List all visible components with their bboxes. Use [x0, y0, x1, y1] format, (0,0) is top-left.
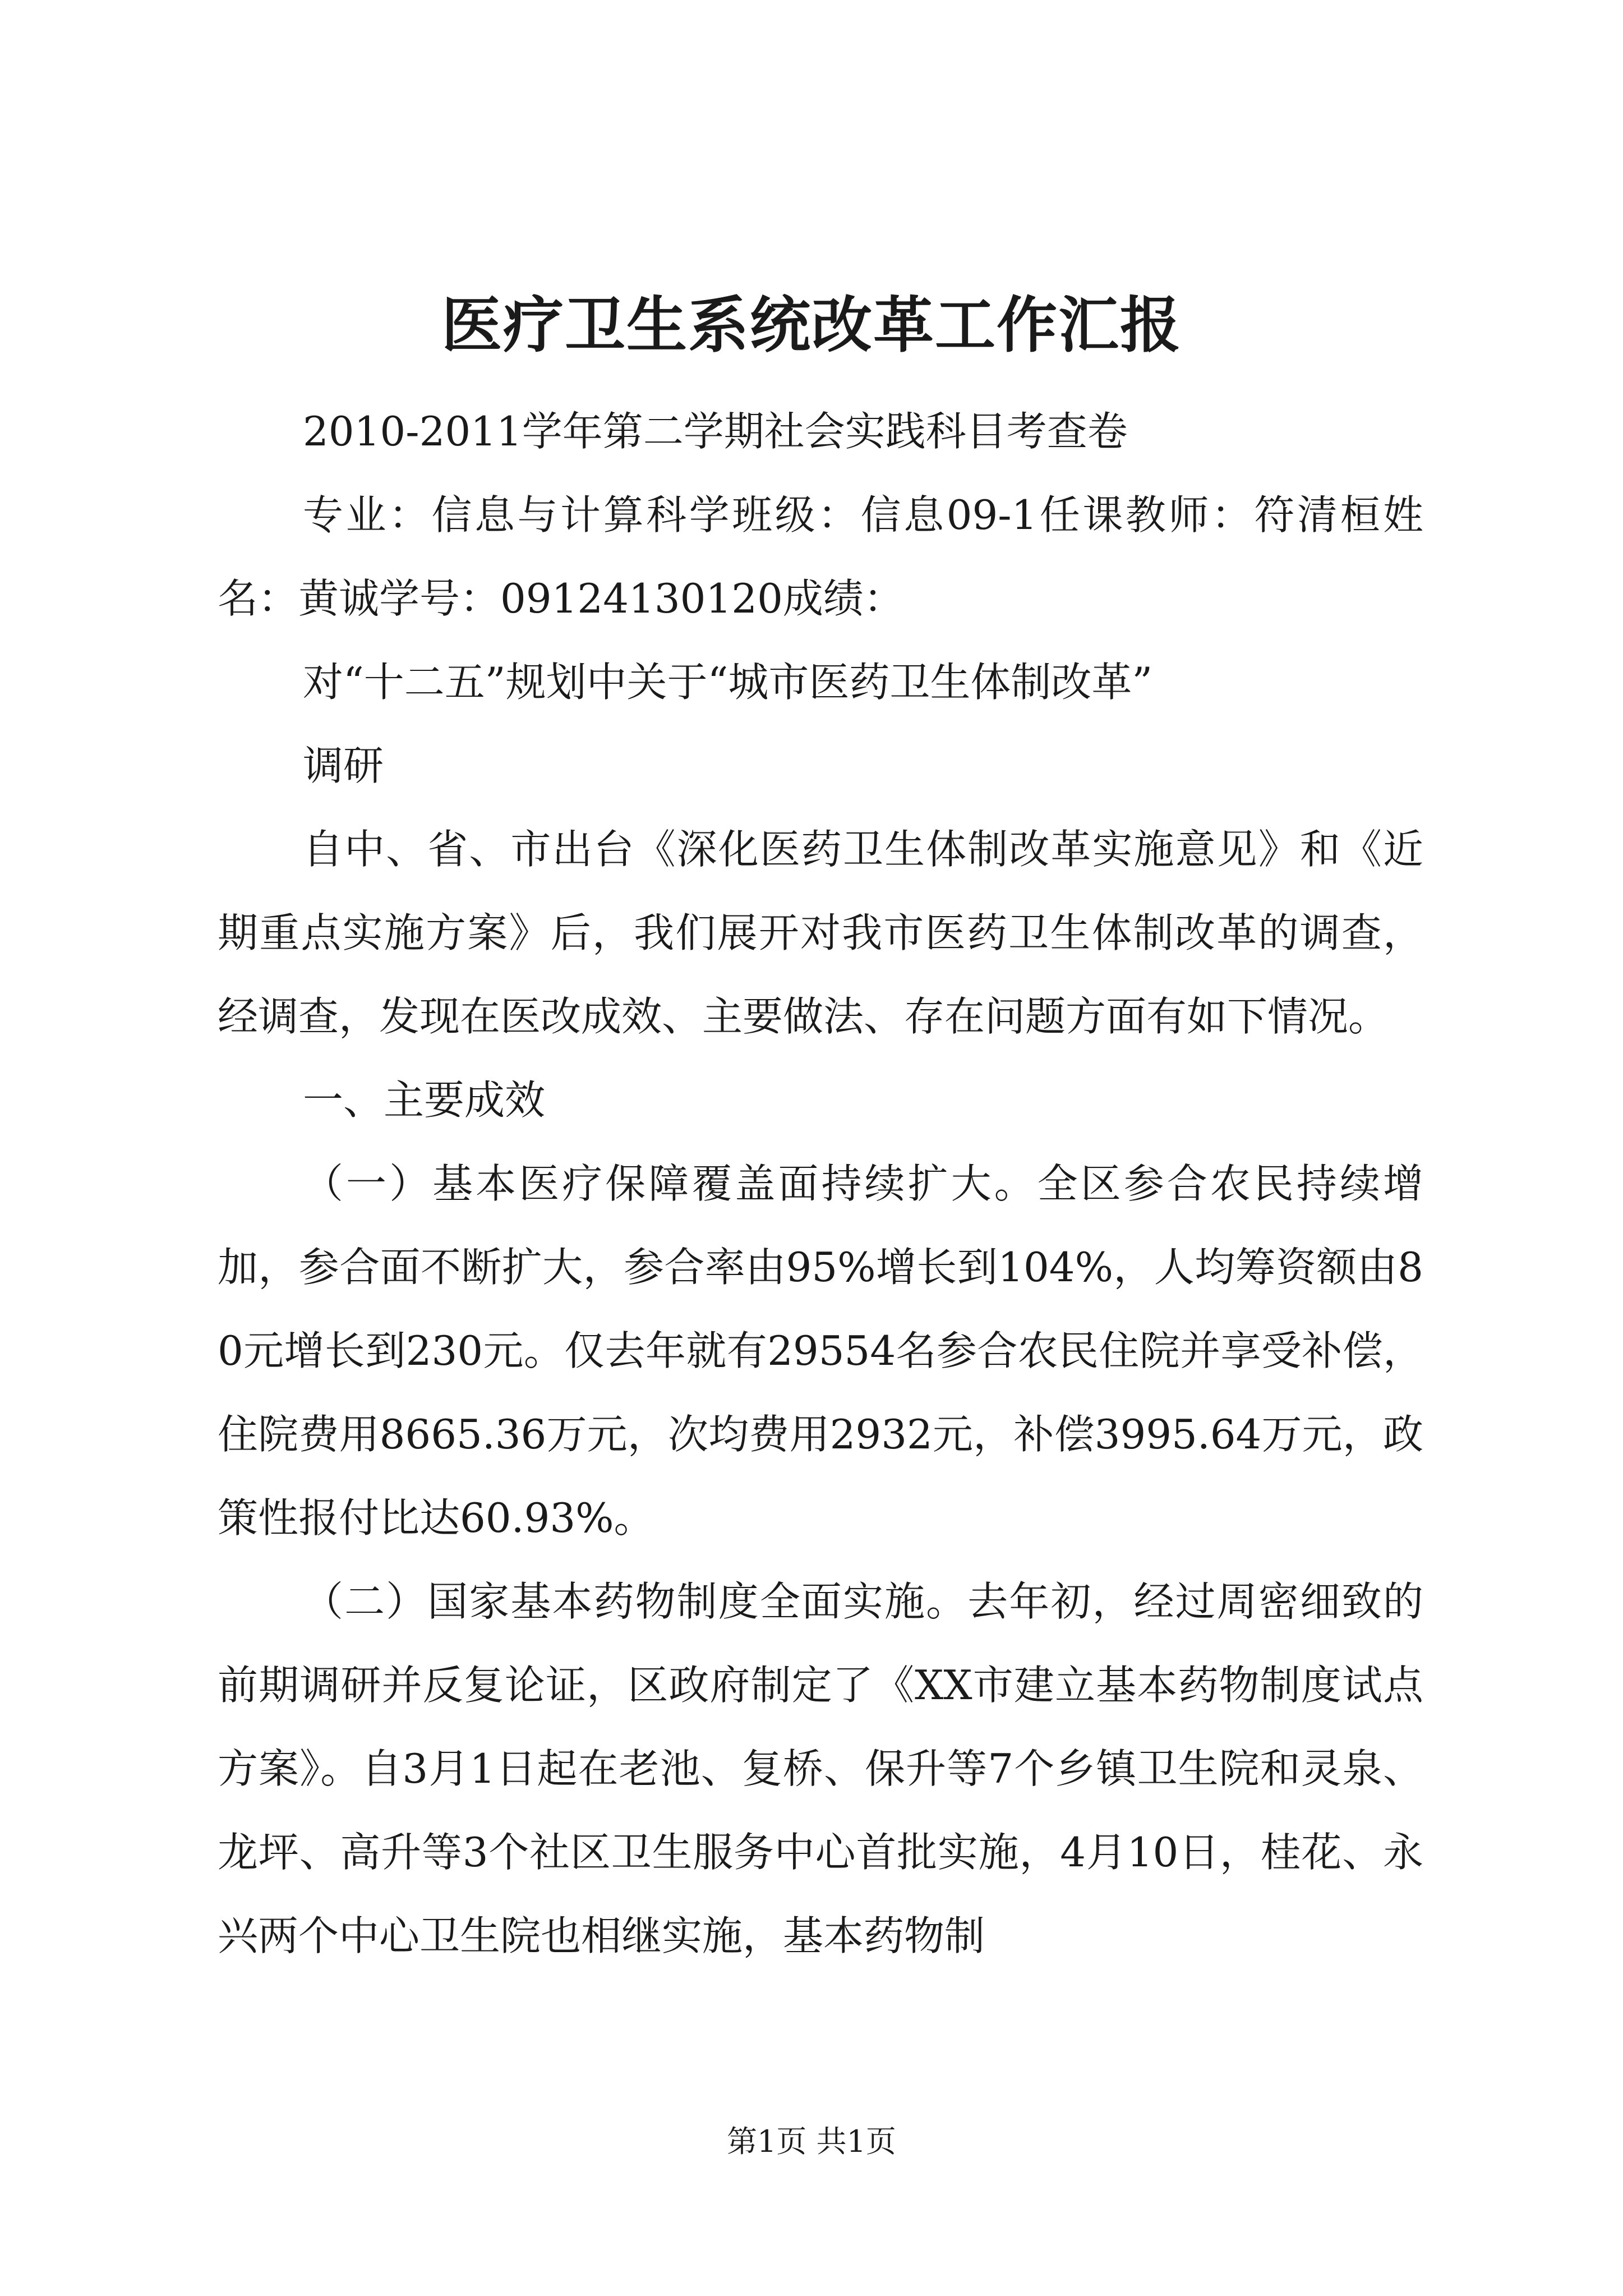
course-line: 2010-2011学年第二学期社会实践科目考查卷	[303, 408, 1128, 455]
document-title: 医疗卫生系统改革工作汇报	[441, 290, 1182, 361]
student-info: 专业：信息与计算科学班级：信息09-1任课教师：符清桓姓名：黄诚学号：09124130120成绩：	[218, 491, 1423, 622]
page-footer: 第1页 共1页	[727, 2124, 896, 2159]
topic-suffix: 调研	[303, 742, 384, 789]
paragraph-1: （一）基本医疗保障覆盖面持续扩大。全区参合农民持续增加，参合面不断扩大，参合率由95%增长到104%，人均筹资额由80元增长到230元。仅去年就有29554名参合农民住院并享受补偿，住院费用8665.36万元，次均费用2932元，补偿3995.64万元，政策性报付比达60.93%。	[218, 1160, 1423, 1542]
section-heading: 一、主要成效	[303, 1076, 546, 1124]
paragraph-2: （二）国家基本药物制度全面实施。去年初，经过周密细致的前期调研并反复论证，区政府制定了《XX市建立基本药物制度试点方案》。自3月1日起在老池、复桥、保升等7个乡镇卫生院和灵泉、龙坪、高升等3个社区卫生服务中心首批实施，4月10日，桂花、永兴两个中心卫生院也相继实施，基本药物制	[218, 1578, 1423, 1959]
intro-paragraph: 自中、省、市出台《深化医药卫生体制改革实施意见》和《近期重点实施方案》后，我们展开对我市医药卫生体制改革的调查，经调查，发现在医改成效、主要做法、存在问题方面有如下情况。	[218, 826, 1423, 1040]
document-body	[218, 390, 1423, 1978]
topic-line: 对“十二五”规划中关于“城市医药卫生体制改革”	[303, 659, 1153, 706]
